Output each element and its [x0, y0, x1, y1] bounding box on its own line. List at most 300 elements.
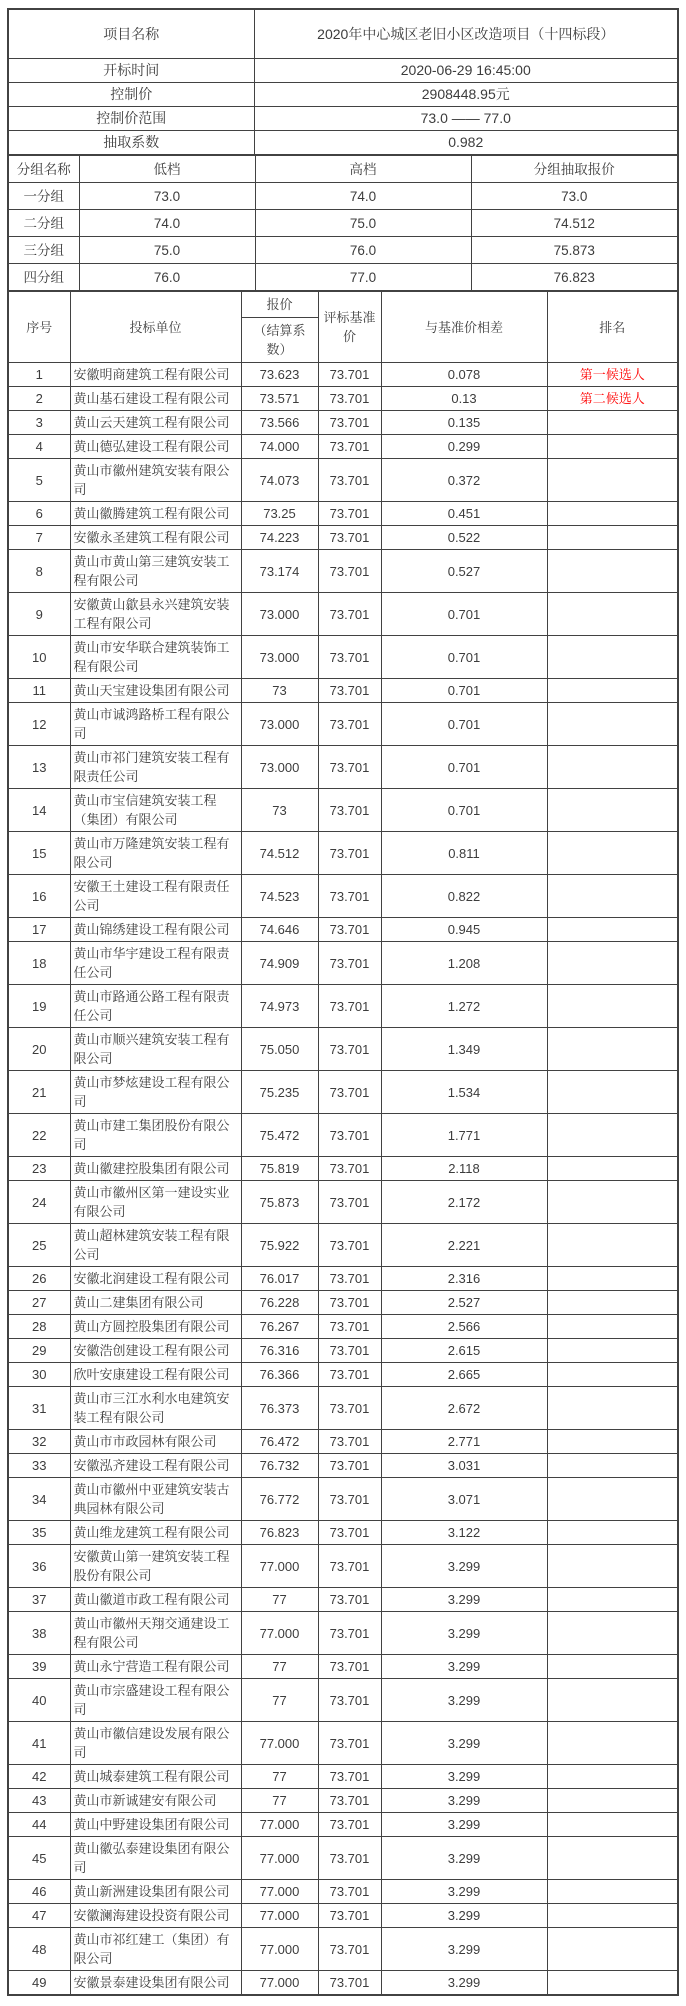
group-name: 二分组: [8, 210, 79, 237]
bid-diff: 2.118: [381, 1157, 547, 1181]
control-price-range-label: 控制价范围: [8, 107, 254, 131]
bid-company: 安徽黄山歙县永兴建筑安装工程有限公司: [70, 593, 241, 636]
bid-price: 75.873: [241, 1181, 318, 1224]
bid-rank: [547, 593, 678, 636]
bid-price: 75.050: [241, 1028, 318, 1071]
bid-company: 黄山徽腾建筑工程有限公司: [70, 502, 241, 526]
bid-company: 黄山市安华联合建筑装饰工程有限公司: [70, 636, 241, 679]
bid-diff: 1.771: [381, 1114, 547, 1157]
bid-diff: 3.299: [381, 1813, 547, 1837]
control-price-value: 2908448.95元: [254, 83, 678, 107]
bid-diff: 3.299: [381, 1545, 547, 1588]
bid-base-price: 73.701: [318, 918, 381, 942]
bid-company: 黄山市祁门建筑安装工程有限责任公司: [70, 746, 241, 789]
bid-row: [8, 526, 678, 550]
group-row: [8, 264, 678, 292]
diff-header: 与基准价相差: [381, 291, 547, 363]
bid-row: [8, 1545, 678, 1588]
group-row: [8, 183, 678, 210]
bid-row: [8, 1904, 678, 1928]
bid-diff: 0.527: [381, 550, 547, 593]
bid-company: 黄山中野建设集团有限公司: [70, 1813, 241, 1837]
bid-price: 77.000: [241, 1813, 318, 1837]
bid-diff: 1.349: [381, 1028, 547, 1071]
bid-row: [8, 550, 678, 593]
bid-row: [8, 918, 678, 942]
project-info-table: [7, 8, 679, 156]
bid-price: 76.772: [241, 1478, 318, 1521]
bid-rank: [547, 1028, 678, 1071]
bid-row: [8, 1430, 678, 1454]
info-row-open-time: [8, 59, 678, 83]
bid-row: [8, 459, 678, 502]
bid-row: [8, 942, 678, 985]
bid-row: [8, 1181, 678, 1224]
bid-base-price: 73.701: [318, 1545, 381, 1588]
bid-base-price: 73.701: [318, 1904, 381, 1928]
bid-base-price: 73.701: [318, 1114, 381, 1157]
group-low: 73.0: [79, 183, 255, 210]
bid-company: 黄山徽弘泰建设集团有限公司: [70, 1837, 241, 1880]
bid-rank: [547, 875, 678, 918]
group-row: [8, 237, 678, 264]
bid-diff: 0.701: [381, 593, 547, 636]
draw-coefficient-label: 抽取系数: [8, 131, 254, 156]
bid-company: 黄山市顺兴建筑安装工程有限公司: [70, 1028, 241, 1071]
bid-price: 77: [241, 1588, 318, 1612]
group-row: [8, 210, 678, 237]
bid-rank: [547, 679, 678, 703]
bid-row: [8, 1315, 678, 1339]
bid-base-price: 73.701: [318, 1765, 381, 1789]
bid-base-price: 73.701: [318, 1267, 381, 1291]
bid-seq: 35: [8, 1521, 70, 1545]
bid-diff: 2.172: [381, 1181, 547, 1224]
bid-company: 黄山市建工集团股份有限公司: [70, 1114, 241, 1157]
group-drawn: 76.823: [471, 264, 678, 292]
bid-base-price: 73.701: [318, 1679, 381, 1722]
bid-price: 77: [241, 1765, 318, 1789]
bid-diff: 0.701: [381, 789, 547, 832]
bid-company: 黄山市徽州天翔交通建设工程有限公司: [70, 1612, 241, 1655]
bid-row: [8, 1813, 678, 1837]
bid-diff: 3.299: [381, 1789, 547, 1813]
bid-diff: 3.299: [381, 1722, 547, 1765]
bid-seq: 25: [8, 1224, 70, 1267]
bid-price: 73.571: [241, 387, 318, 411]
bid-diff: 3.299: [381, 1679, 547, 1722]
bid-diff: 0.078: [381, 363, 547, 387]
control-price-label: 控制价: [8, 83, 254, 107]
bid-base-price: 73.701: [318, 679, 381, 703]
bid-company: 黄山市市政园林有限公司: [70, 1430, 241, 1454]
bid-row: [8, 1837, 678, 1880]
info-row-draw-coefficient: [8, 131, 678, 156]
bid-row: [8, 1157, 678, 1181]
bid-company: 黄山超林建筑安装工程有限公司: [70, 1224, 241, 1267]
bid-price: 74.909: [241, 942, 318, 985]
bid-rank: [547, 1224, 678, 1267]
bid-row: [8, 1971, 678, 1996]
bid-company: 黄山市祁红建工（集团）有限公司: [70, 1928, 241, 1971]
bid-diff: 3.031: [381, 1454, 547, 1478]
bid-rank: [547, 526, 678, 550]
bid-company: 黄山市新诚建安有限公司: [70, 1789, 241, 1813]
bid-rank: [547, 1315, 678, 1339]
bid-seq: 37: [8, 1588, 70, 1612]
bid-base-price: 73.701: [318, 942, 381, 985]
bid-seq: 33: [8, 1454, 70, 1478]
group-high: 75.0: [255, 210, 471, 237]
bid-base-price: 73.701: [318, 703, 381, 746]
bid-diff: 0.822: [381, 875, 547, 918]
group-drawn: 73.0: [471, 183, 678, 210]
bid-rank: [547, 1545, 678, 1588]
bid-diff: 2.566: [381, 1315, 547, 1339]
bid-seq: 16: [8, 875, 70, 918]
bid-base-price: 73.701: [318, 1363, 381, 1387]
bid-price: 77: [241, 1789, 318, 1813]
bid-diff: 2.665: [381, 1363, 547, 1387]
group-low: 76.0: [79, 264, 255, 292]
bid-company: 黄山市徽州区第一建设实业有限公司: [70, 1181, 241, 1224]
bid-price: 76.823: [241, 1521, 318, 1545]
bid-rank: [547, 1157, 678, 1181]
bid-company: 黄山城泰建筑工程有限公司: [70, 1765, 241, 1789]
bid-base-price: 73.701: [318, 1387, 381, 1430]
bid-company: 黄山维龙建筑工程有限公司: [70, 1521, 241, 1545]
bid-row: [8, 1722, 678, 1765]
bid-base-price: 73.701: [318, 363, 381, 387]
bid-rank: [547, 1765, 678, 1789]
bid-diff: 0.701: [381, 679, 547, 703]
bid-seq: 11: [8, 679, 70, 703]
bid-price: 73.000: [241, 636, 318, 679]
bid-price: 74.523: [241, 875, 318, 918]
bid-rank: [547, 1837, 678, 1880]
bid-company: 黄山市宝信建筑安装工程（集团）有限公司: [70, 789, 241, 832]
bid-seq: 36: [8, 1545, 70, 1588]
bid-base-price: 73.701: [318, 1655, 381, 1679]
bid-company: 黄山市徽信建设发展有限公司: [70, 1722, 241, 1765]
bid-seq: 45: [8, 1837, 70, 1880]
bid-rank: [547, 1181, 678, 1224]
bid-rank: [547, 1339, 678, 1363]
bid-row: [8, 1267, 678, 1291]
bid-seq: 32: [8, 1430, 70, 1454]
bid-diff: 2.527: [381, 1291, 547, 1315]
bid-company: 黄山市万隆建筑安装工程有限公司: [70, 832, 241, 875]
bid-company: 黄山市华宇建设工程有限责任公司: [70, 942, 241, 985]
bid-company: 黄山市路通公路工程有限责任公司: [70, 985, 241, 1028]
bid-price: 73.000: [241, 593, 318, 636]
group-header-row: [8, 155, 678, 183]
bid-base-price: 73.701: [318, 789, 381, 832]
bid-diff: 3.299: [381, 1971, 547, 1996]
bid-price: 76.732: [241, 1454, 318, 1478]
bid-seq: 41: [8, 1722, 70, 1765]
bid-company: 安徽景泰建设集团有限公司: [70, 1971, 241, 1996]
bid-company: 黄山市徽州中亚建筑安装古典园林有限公司: [70, 1478, 241, 1521]
bid-base-price: 73.701: [318, 1430, 381, 1454]
bid-diff: 3.299: [381, 1588, 547, 1612]
bid-seq: 24: [8, 1181, 70, 1224]
bid-company: 欣叶安康建设工程有限公司: [70, 1363, 241, 1387]
bid-base-price: 73.701: [318, 1789, 381, 1813]
bid-base-price: 73.701: [318, 875, 381, 918]
group-name: 四分组: [8, 264, 79, 292]
bid-seq: 4: [8, 435, 70, 459]
bid-base-price: 73.701: [318, 1813, 381, 1837]
bid-price: 75.922: [241, 1224, 318, 1267]
bid-seq: 5: [8, 459, 70, 502]
bid-price: 77.000: [241, 1904, 318, 1928]
bid-rank: [547, 1679, 678, 1722]
bid-diff: 3.299: [381, 1837, 547, 1880]
bid-price: 77.000: [241, 1612, 318, 1655]
bid-base-price: 73.701: [318, 550, 381, 593]
bids-tbody: [8, 363, 678, 1996]
bid-row: [8, 636, 678, 679]
bid-diff: 2.771: [381, 1430, 547, 1454]
bid-company: 黄山市徽州建筑安装有限公司: [70, 459, 241, 502]
group-name: 三分组: [8, 237, 79, 264]
bid-diff: 2.221: [381, 1224, 547, 1267]
rank-header: 排名: [547, 291, 678, 363]
bid-seq: 19: [8, 985, 70, 1028]
bid-price: 76.316: [241, 1339, 318, 1363]
info-row-project-name: [8, 9, 678, 59]
bid-diff: 0.451: [381, 502, 547, 526]
bid-rank: [547, 459, 678, 502]
bid-rank: [547, 1291, 678, 1315]
bid-row: [8, 411, 678, 435]
bid-price: 76.472: [241, 1430, 318, 1454]
bid-base-price: 73.701: [318, 1339, 381, 1363]
bid-base-price: 73.701: [318, 1928, 381, 1971]
bid-rank: [547, 1612, 678, 1655]
bid-diff: 1.272: [381, 985, 547, 1028]
bid-diff: 3.299: [381, 1612, 547, 1655]
bid-diff: 2.672: [381, 1387, 547, 1430]
bid-diff: 3.299: [381, 1765, 547, 1789]
bid-row: [8, 746, 678, 789]
bid-price: 77.000: [241, 1971, 318, 1996]
bid-price: 75.819: [241, 1157, 318, 1181]
bid-price: 74.973: [241, 985, 318, 1028]
bid-seq: 6: [8, 502, 70, 526]
bid-diff: 3.122: [381, 1521, 547, 1545]
bid-diff: 0.701: [381, 636, 547, 679]
bid-base-price: 73.701: [318, 1028, 381, 1071]
bid-price: 77.000: [241, 1880, 318, 1904]
bid-seq: 31: [8, 1387, 70, 1430]
bid-rank: [547, 1789, 678, 1813]
group-high: 76.0: [255, 237, 471, 264]
bid-price: 74.000: [241, 435, 318, 459]
bid-diff: 2.615: [381, 1339, 547, 1363]
bid-base-price: 73.701: [318, 1880, 381, 1904]
bid-base-price: 73.701: [318, 1291, 381, 1315]
bid-seq: 48: [8, 1928, 70, 1971]
group-high-header: 高档: [255, 155, 471, 183]
open-time-value: 2020-06-29 16:45:00: [254, 59, 678, 83]
bid-company: 安徽王土建设工程有限责任公司: [70, 875, 241, 918]
bid-row: [8, 832, 678, 875]
bid-row: [8, 1291, 678, 1315]
bid-diff: 0.701: [381, 703, 547, 746]
bid-seq: 40: [8, 1679, 70, 1722]
bid-company: 安徽永圣建筑工程有限公司: [70, 526, 241, 550]
bid-seq: 30: [8, 1363, 70, 1387]
bid-rank: [547, 1904, 678, 1928]
bid-price: 74.073: [241, 459, 318, 502]
control-price-range-value: 73.0 —— 77.0: [254, 107, 678, 131]
bid-seq: 12: [8, 703, 70, 746]
price-header-line1: 报价: [242, 292, 318, 318]
bid-seq: 22: [8, 1114, 70, 1157]
bid-rank: [547, 636, 678, 679]
bid-company: 黄山德弘建设工程有限公司: [70, 435, 241, 459]
bid-company: 黄山二建集团有限公司: [70, 1291, 241, 1315]
bid-row: [8, 1679, 678, 1722]
bid-base-price: 73.701: [318, 1157, 381, 1181]
bid-row: [8, 1071, 678, 1114]
bid-price: 73.174: [241, 550, 318, 593]
seq-header: 序号: [8, 291, 70, 363]
bid-company: 安徽浩创建设工程有限公司: [70, 1339, 241, 1363]
bid-row: [8, 1363, 678, 1387]
info-row-control-price-range: [8, 107, 678, 131]
bid-price: 77.000: [241, 1545, 318, 1588]
bid-row: [8, 875, 678, 918]
bid-diff: 0.945: [381, 918, 547, 942]
bid-base-price: 73.701: [318, 593, 381, 636]
bid-rank: [547, 1928, 678, 1971]
bid-row: [8, 1655, 678, 1679]
bid-diff: 3.071: [381, 1478, 547, 1521]
bid-row: [8, 1789, 678, 1813]
bid-price: 74.223: [241, 526, 318, 550]
price-header-line2: （结算系数）: [253, 323, 306, 357]
bid-price: 74.512: [241, 832, 318, 875]
bid-seq: 9: [8, 593, 70, 636]
bid-rank: [547, 1454, 678, 1478]
bid-rank: [547, 1114, 678, 1157]
bid-diff: 3.299: [381, 1904, 547, 1928]
bid-row: [8, 387, 678, 411]
bid-base-price: 73.701: [318, 1224, 381, 1267]
bid-base-price: 73.701: [318, 526, 381, 550]
group-high: 74.0: [255, 183, 471, 210]
bid-seq: 18: [8, 942, 70, 985]
bid-price: 74.646: [241, 918, 318, 942]
bid-company: 黄山基石建设工程有限公司: [70, 387, 241, 411]
bid-rank: [547, 435, 678, 459]
bid-company: 黄山市宗盛建设工程有限公司: [70, 1679, 241, 1722]
group-low-header: 低档: [79, 155, 255, 183]
bid-seq: 3: [8, 411, 70, 435]
bid-seq: 38: [8, 1612, 70, 1655]
bid-seq: 39: [8, 1655, 70, 1679]
bid-company: 黄山永宁营造工程有限公司: [70, 1655, 241, 1679]
bid-seq: 49: [8, 1971, 70, 1996]
bid-row: [8, 985, 678, 1028]
bid-seq: 34: [8, 1478, 70, 1521]
bid-seq: 1: [8, 363, 70, 387]
bid-price: 73.000: [241, 746, 318, 789]
bid-price: 73.000: [241, 703, 318, 746]
bid-rank: [547, 1387, 678, 1430]
bid-base-price: 73.701: [318, 1837, 381, 1880]
bid-price: 76.366: [241, 1363, 318, 1387]
bid-base-price: 73.701: [318, 636, 381, 679]
bid-rank: [547, 832, 678, 875]
bid-seq: 46: [8, 1880, 70, 1904]
group-name-header: 分组名称: [8, 155, 79, 183]
bid-base-price: 73.701: [318, 1588, 381, 1612]
bid-seq: 42: [8, 1765, 70, 1789]
bid-rank: [547, 1478, 678, 1521]
bid-seq: 8: [8, 550, 70, 593]
bid-seq: 15: [8, 832, 70, 875]
group-draw-table: [7, 154, 679, 292]
bid-row: [8, 679, 678, 703]
bid-row: [8, 435, 678, 459]
bid-seq: 13: [8, 746, 70, 789]
bid-base-price: 73.701: [318, 746, 381, 789]
bid-base-price: 73.701: [318, 832, 381, 875]
bid-row: [8, 1114, 678, 1157]
bid-base-price: 73.701: [318, 502, 381, 526]
group-low: 75.0: [79, 237, 255, 264]
bid-rank: [547, 411, 678, 435]
bid-base-price: 73.701: [318, 1071, 381, 1114]
bid-rank: [547, 1813, 678, 1837]
bid-row: [8, 1880, 678, 1904]
bid-rank: [547, 985, 678, 1028]
group-high: 77.0: [255, 264, 471, 292]
bid-row: [8, 789, 678, 832]
bid-row: [8, 1478, 678, 1521]
bid-base-price: 73.701: [318, 1612, 381, 1655]
bid-seq: 17: [8, 918, 70, 942]
bid-company: 黄山云天建筑工程有限公司: [70, 411, 241, 435]
bid-row: [8, 1454, 678, 1478]
bid-diff: 1.208: [381, 942, 547, 985]
group-low: 74.0: [79, 210, 255, 237]
bid-seq: 21: [8, 1071, 70, 1114]
bid-price: 76.373: [241, 1387, 318, 1430]
bid-base-price: 73.701: [318, 387, 381, 411]
bid-company: 黄山市三江水利水电建筑安装工程有限公司: [70, 1387, 241, 1430]
bid-row: [8, 1224, 678, 1267]
bid-company: 安徽黄山第一建筑安装工程股份有限公司: [70, 1545, 241, 1588]
price-header: [241, 291, 318, 363]
bid-price: 76.267: [241, 1315, 318, 1339]
draw-coefficient-value: 0.982: [254, 131, 678, 156]
bid-price: 77.000: [241, 1722, 318, 1765]
bid-price: 73.566: [241, 411, 318, 435]
bid-base-price: 73.701: [318, 1454, 381, 1478]
bids-header-row: [8, 291, 678, 363]
bid-price: 76.228: [241, 1291, 318, 1315]
group-drawn: 75.873: [471, 237, 678, 264]
bid-seq: 20: [8, 1028, 70, 1071]
bid-rank: [547, 1722, 678, 1765]
bid-diff: 2.316: [381, 1267, 547, 1291]
bid-row: [8, 363, 678, 387]
